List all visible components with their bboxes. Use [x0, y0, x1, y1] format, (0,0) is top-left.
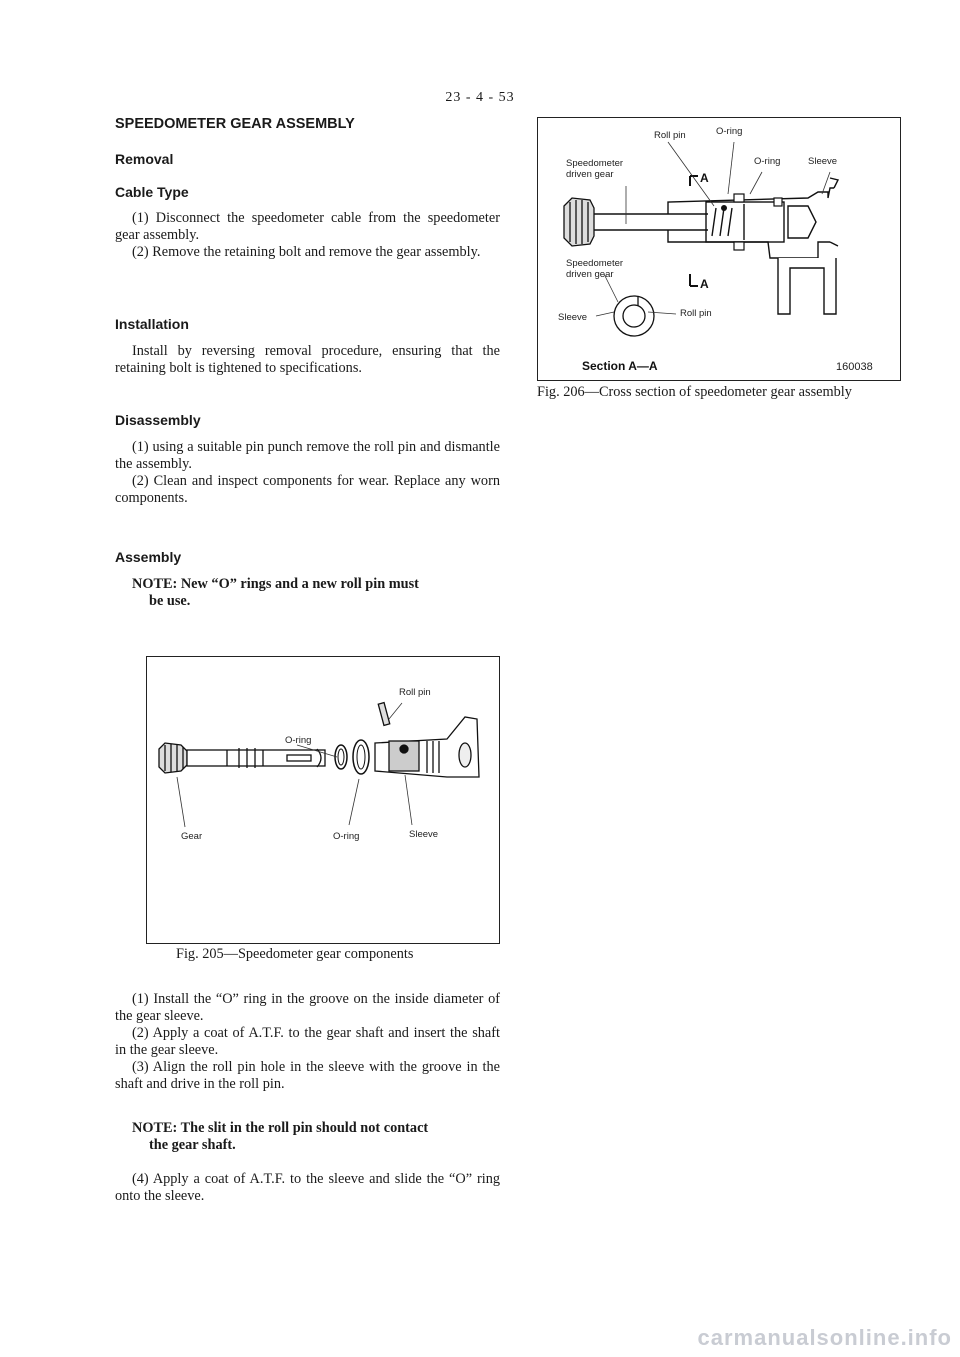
fig-205-label-o-ring-top: O-ring [285, 735, 312, 746]
removal-steps [115, 210, 500, 261]
fig-206-label-roll-pin-bottom: Roll pin [680, 308, 712, 319]
assembly-note-1-line-2: be use. [149, 593, 191, 609]
footer-watermark: carmanualsonline.info [697, 1325, 952, 1350]
fig-205-label-o-ring-bottom: O-ring [333, 831, 360, 842]
assembly-note-2 [132, 1120, 477, 1154]
fig-206-caption: Fig. 206—Cross section of speedometer gear assembly [537, 384, 852, 400]
fig-206-label-o-ring-right: O-ring [754, 156, 781, 167]
fig-205-label-sleeve: Sleeve [409, 829, 439, 840]
assembly-step-4: (4) Apply a coat of A.T.F. to the sleeve and slide the “O” ring onto the sleeve. [115, 1171, 500, 1204]
disassembly-steps [115, 439, 500, 507]
assembly-step-2: (2) Apply a coat of A.T.F. to the gear shaft and insert the shaft in the gear sleeve. [115, 1025, 500, 1058]
fig-205-box [146, 656, 500, 944]
page-number: 23 - 4 - 53 [445, 90, 515, 105]
fig-206-gear [564, 198, 594, 246]
fig-206-illustration [538, 118, 900, 380]
cable-type-heading: Cable Type [115, 184, 189, 200]
fig-206-label-sleeve-left: Sleeve [558, 312, 588, 323]
fig-206-label-driven-gear-top-text: Speedometer [566, 158, 624, 169]
fig-206-label-driven-gear-mid-text-line-2: driven gear [566, 269, 614, 280]
fig-206-box [537, 117, 901, 381]
fig-206-section-marker-top: A [700, 171, 709, 185]
assembly-note-2-line-2: the gear shaft. [149, 1137, 236, 1153]
fig-206-label-o-ring-top: O-ring [716, 126, 743, 137]
fig-205-caption: Fig. 205—Speedometer gear components [176, 946, 414, 962]
shaft-part [187, 748, 325, 768]
fig-206-label-driven-gear-top-text-line-2: driven gear [566, 169, 614, 180]
sleeve-part [375, 717, 479, 777]
assembly-step-1: (1) Install the “O” ring in the groove on the inside diameter of the gear sleeve. [115, 991, 500, 1024]
fig-206-label-driven-gear-top [566, 158, 623, 180]
fig-206-label-sleeve-right: Sleeve [808, 156, 838, 167]
removal-heading: Removal [115, 151, 174, 167]
fig-206-section-title: Section A—A [582, 359, 658, 373]
assembly-step-4-block [115, 1171, 500, 1205]
disassembly-step-1: (1) using a suitable pin punch remove the roll pin and dismantle the assembly. [115, 439, 500, 472]
removal-step-2: (2) Remove the retaining bolt and remove the gear assembly. [132, 244, 481, 260]
fig-205-label-gear: Gear [181, 831, 203, 842]
installation-text [115, 343, 500, 377]
assembly-note-1 [132, 576, 477, 610]
fig-206-housing [594, 178, 838, 314]
fig-206-label-driven-gear-mid-text: Speedometer [566, 258, 624, 269]
section-title: SPEEDOMETER GEAR ASSEMBLY [115, 116, 355, 132]
fig-205-label-roll-pin: Roll pin [399, 687, 431, 698]
assembly-steps [115, 991, 500, 1093]
removal-step-1: (1) Disconnect the speedometer cable from the speedometer gear assembly. [115, 210, 500, 243]
fig-205-illustration [147, 657, 499, 943]
fig-206-label-driven-gear-mid [566, 258, 623, 280]
assembly-note-1-line-1: NOTE: New “O” rings and a new roll pin must [132, 576, 419, 592]
fig-206-figure-id: 160038 [836, 361, 873, 373]
gear-part [159, 743, 187, 773]
fig-206-section-marker-bottom: A [700, 277, 709, 291]
assembly-step-3: (3) Align the roll pin hole in the sleeve with the groove in the shaft and drive in the roll pin. [115, 1059, 500, 1092]
installation-heading: Installation [115, 316, 189, 332]
installation-paragraph: Install by reversing removal procedure, ensuring that the retaining bolt is tightened to specifications. [115, 343, 500, 376]
fig-206-section-view [614, 296, 654, 336]
disassembly-step-2: (2) Clean and inspect components for wear. Replace any worn components. [115, 473, 500, 506]
fig-206-label-roll-pin-top: Roll pin [654, 130, 686, 141]
roll-pin-part [378, 703, 389, 726]
assembly-note-2-line-1: NOTE: The slit in the roll pin should not contact [132, 1120, 429, 1136]
assembly-heading: Assembly [115, 549, 182, 565]
disassembly-heading: Disassembly [115, 412, 201, 428]
